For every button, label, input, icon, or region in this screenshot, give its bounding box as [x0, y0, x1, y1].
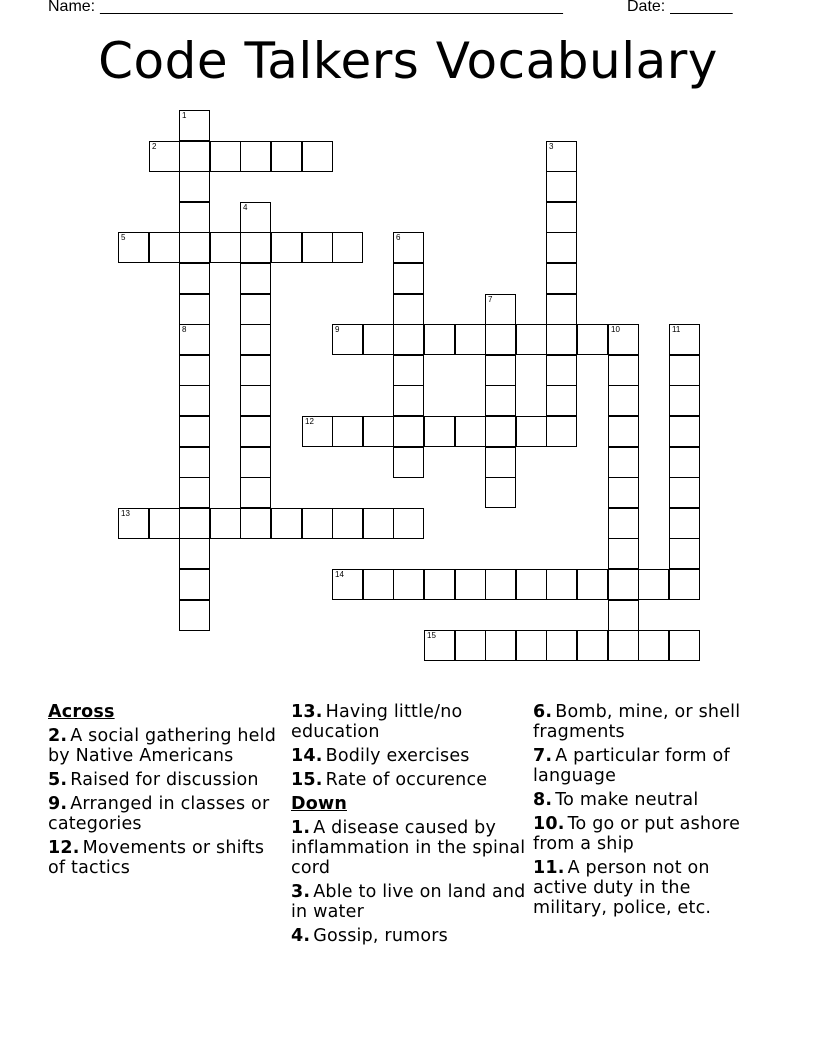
grid-cell[interactable]	[363, 569, 394, 600]
clue-text: Gossip, rumors	[313, 926, 448, 946]
across-heading: Across	[48, 702, 115, 722]
grid-cell[interactable]	[179, 477, 210, 508]
grid-cell[interactable]	[332, 569, 363, 600]
grid-cell[interactable]	[546, 569, 577, 600]
grid-cell[interactable]	[455, 569, 486, 600]
grid-cell[interactable]	[608, 385, 639, 416]
grid-cell[interactable]	[179, 324, 210, 355]
clue-number: 2.	[48, 726, 68, 746]
grid-cell[interactable]	[455, 416, 486, 447]
grid-cell[interactable]	[271, 508, 302, 539]
grid-cell[interactable]	[516, 569, 547, 600]
grid-cell[interactable]	[608, 477, 639, 508]
grid-cell[interactable]	[424, 569, 455, 600]
grid-cell[interactable]	[179, 508, 210, 539]
grid-cell[interactable]	[485, 324, 516, 355]
grid-cell[interactable]	[546, 232, 577, 263]
grid-cell[interactable]	[149, 232, 180, 263]
grid-cell[interactable]	[669, 355, 700, 386]
cell-number: 11	[672, 325, 681, 334]
clue-text: To go or put ashore from a ship	[533, 814, 741, 854]
grid-cell[interactable]	[577, 324, 608, 355]
across-clue-15	[291, 770, 527, 790]
grid-cell[interactable]	[516, 630, 547, 661]
across-clue-12	[48, 838, 284, 878]
across-clue-9	[48, 794, 284, 834]
clue-column-3	[533, 702, 769, 922]
grid-cell[interactable]	[485, 630, 516, 661]
grid-cell[interactable]	[393, 232, 424, 263]
clue-text: Having little/no education	[291, 702, 463, 742]
grid-cell[interactable]	[485, 447, 516, 478]
grid-cell[interactable]	[393, 294, 424, 325]
grid-cell[interactable]	[669, 324, 700, 355]
cell-number: 1	[182, 111, 187, 120]
cell-number: 7	[488, 295, 493, 304]
clue-text: Able to live on land and in water	[291, 882, 526, 922]
grid-cell[interactable]	[393, 447, 424, 478]
page-title: Code Talkers Vocabulary	[98, 32, 718, 90]
grid-cell[interactable]	[546, 294, 577, 325]
cell-number: 9	[335, 325, 340, 334]
grid-cell[interactable]	[424, 416, 455, 447]
grid-cell[interactable]	[271, 141, 302, 172]
grid-cell[interactable]	[669, 416, 700, 447]
grid-cell[interactable]	[302, 416, 333, 447]
down-clue-3	[291, 882, 527, 922]
clue-text: Rate of occurence	[325, 770, 488, 790]
clue-text: Raised for discussion	[70, 770, 259, 790]
grid-cell[interactable]	[516, 416, 547, 447]
across-clue-14	[291, 746, 527, 766]
grid-cell[interactable]	[424, 630, 455, 661]
grid-cell[interactable]	[577, 569, 608, 600]
grid-cell[interactable]	[179, 202, 210, 233]
grid-cell[interactable]	[240, 355, 271, 386]
clue-number: 15.	[291, 770, 323, 790]
grid-cell[interactable]	[149, 508, 180, 539]
grid-cell[interactable]	[302, 508, 333, 539]
grid-cell[interactable]	[669, 447, 700, 478]
grid-cell[interactable]	[546, 416, 577, 447]
grid-cell[interactable]	[546, 355, 577, 386]
grid-cell[interactable]	[240, 232, 271, 263]
across-clue-5	[48, 770, 284, 790]
cell-number: 3	[549, 142, 554, 151]
grid-cell[interactable]	[393, 355, 424, 386]
grid-cell[interactable]	[179, 600, 210, 631]
clue-text: Bomb, mine, or shell fragments	[533, 702, 741, 742]
grid-cell[interactable]	[669, 538, 700, 569]
grid-cell[interactable]	[118, 508, 149, 539]
grid-cell[interactable]	[332, 508, 363, 539]
grid-cell[interactable]	[393, 569, 424, 600]
across-clue-2	[48, 726, 284, 766]
grid-cell[interactable]	[485, 416, 516, 447]
grid-cell[interactable]	[546, 630, 577, 661]
grid-cell[interactable]	[393, 324, 424, 355]
grid-cell[interactable]	[179, 263, 210, 294]
clue-text: Movements or shifts of tactics	[48, 838, 265, 878]
clue-text: A particular form of language	[533, 746, 730, 786]
grid-cell[interactable]	[210, 141, 241, 172]
grid-cell[interactable]	[638, 569, 669, 600]
name-line[interactable]: ____________________________________________________	[100, 0, 563, 15]
clue-number: 7.	[533, 746, 553, 766]
grid-cell[interactable]	[608, 324, 639, 355]
grid-cell[interactable]	[546, 202, 577, 233]
grid-cell[interactable]	[546, 385, 577, 416]
grid-cell[interactable]	[485, 569, 516, 600]
down-clue-10	[533, 814, 769, 854]
clue-column-1	[48, 702, 284, 882]
grid-cell[interactable]	[240, 263, 271, 294]
grid-cell[interactable]	[608, 569, 639, 600]
grid-cell[interactable]	[118, 232, 149, 263]
clue-number: 9.	[48, 794, 68, 814]
name-label: Name:	[48, 0, 96, 15]
clue-column-2	[291, 702, 527, 950]
clue-number: 1.	[291, 818, 311, 838]
grid-cell[interactable]	[240, 294, 271, 325]
grid-cell[interactable]	[608, 447, 639, 478]
grid-cell[interactable]	[393, 508, 424, 539]
grid-cell[interactable]	[179, 385, 210, 416]
grid-cell[interactable]	[608, 538, 639, 569]
date-line[interactable]: _______	[670, 0, 733, 15]
clue-text: Bodily exercises	[325, 746, 470, 766]
grid-cell[interactable]	[179, 141, 210, 172]
clue-number: 14.	[291, 746, 323, 766]
grid-cell[interactable]	[179, 447, 210, 478]
grid-cell[interactable]	[302, 141, 333, 172]
grid-cell[interactable]	[363, 508, 394, 539]
grid-cell[interactable]	[669, 477, 700, 508]
grid-cell[interactable]	[302, 232, 333, 263]
across-clue-13	[291, 702, 527, 742]
clue-number: 8.	[533, 790, 553, 810]
clue-number: 4.	[291, 926, 311, 946]
grid-cell[interactable]	[669, 508, 700, 539]
grid-cell[interactable]	[608, 630, 639, 661]
grid-cell[interactable]	[638, 630, 669, 661]
clue-number: 10.	[533, 814, 565, 834]
grid-cell[interactable]	[485, 355, 516, 386]
grid-cell[interactable]	[393, 263, 424, 294]
grid-cell[interactable]	[363, 324, 394, 355]
clue-number: 13.	[291, 702, 323, 722]
grid-cell[interactable]	[608, 355, 639, 386]
clue-number: 12.	[48, 838, 80, 858]
grid-cell[interactable]	[485, 385, 516, 416]
clue-text: A person not on active duty in the military, police, etc.	[533, 858, 712, 918]
grid-cell[interactable]	[669, 569, 700, 600]
grid-cell[interactable]	[240, 202, 271, 233]
date-label: Date:	[627, 0, 666, 15]
clue-number: 3.	[291, 882, 311, 902]
grid-cell[interactable]	[240, 477, 271, 508]
clue-number: 5.	[48, 770, 68, 790]
down-clue-6	[533, 702, 769, 742]
grid-cell[interactable]	[669, 385, 700, 416]
grid-cell[interactable]	[455, 324, 486, 355]
cell-number: 4	[243, 203, 248, 212]
grid-cell[interactable]	[240, 416, 271, 447]
grid-cell[interactable]	[669, 630, 700, 661]
down-clue-8	[533, 790, 769, 810]
cell-number: 5	[121, 233, 126, 242]
grid-cell[interactable]	[149, 141, 180, 172]
grid-cell[interactable]	[516, 324, 547, 355]
grid-cell[interactable]	[608, 508, 639, 539]
grid-cell[interactable]	[608, 416, 639, 447]
grid-cell[interactable]	[455, 630, 486, 661]
clue-text: Arranged in classes or categories	[48, 794, 270, 834]
clue-number: 11.	[533, 858, 565, 878]
cell-number: 10	[611, 325, 620, 334]
down-heading: Down	[291, 794, 347, 814]
cell-number: 13	[121, 509, 130, 518]
down-clue-1	[291, 818, 527, 878]
grid-cell[interactable]	[271, 232, 302, 263]
grid-cell[interactable]	[240, 508, 271, 539]
cell-number: 8	[182, 325, 187, 334]
grid-cell[interactable]	[332, 416, 363, 447]
grid-cell[interactable]	[179, 110, 210, 141]
grid-cell[interactable]	[332, 324, 363, 355]
grid-cell[interactable]	[332, 232, 363, 263]
cell-number: 14	[335, 570, 344, 579]
grid-cell[interactable]	[179, 355, 210, 386]
grid-cell[interactable]	[210, 232, 241, 263]
cell-number: 6	[396, 233, 401, 242]
clue-text: To make neutral	[555, 790, 699, 810]
grid-cell[interactable]	[240, 324, 271, 355]
grid-cell[interactable]	[240, 141, 271, 172]
grid-cell[interactable]	[546, 263, 577, 294]
clue-text: A disease caused by inflammation in the spinal cord	[291, 818, 526, 878]
grid-cell[interactable]	[179, 538, 210, 569]
down-clue-7	[533, 746, 769, 786]
grid-cell[interactable]	[608, 600, 639, 631]
grid-cell[interactable]	[393, 385, 424, 416]
grid-cell[interactable]	[546, 171, 577, 202]
grid-cell[interactable]	[485, 477, 516, 508]
cell-number: 2	[152, 142, 157, 151]
cell-number: 15	[427, 631, 436, 640]
grid-cell[interactable]	[179, 294, 210, 325]
grid-cell[interactable]	[240, 385, 271, 416]
clue-text: A social gathering held by Native Americans	[48, 726, 277, 766]
grid-cell[interactable]	[240, 447, 271, 478]
cell-number: 12	[305, 417, 314, 426]
down-clue-4	[291, 926, 527, 946]
grid-cell[interactable]	[179, 569, 210, 600]
grid-cell[interactable]	[485, 294, 516, 325]
clue-number: 6.	[533, 702, 553, 722]
down-clue-11	[533, 858, 769, 918]
grid-cell[interactable]	[363, 416, 394, 447]
grid-cell[interactable]	[424, 324, 455, 355]
grid-cell[interactable]	[546, 141, 577, 172]
grid-cell[interactable]	[179, 416, 210, 447]
grid-cell[interactable]	[393, 416, 424, 447]
grid-cell[interactable]	[546, 324, 577, 355]
grid-cell[interactable]	[577, 630, 608, 661]
grid-cell[interactable]	[179, 171, 210, 202]
grid-cell[interactable]	[210, 508, 241, 539]
grid-cell[interactable]	[179, 232, 210, 263]
